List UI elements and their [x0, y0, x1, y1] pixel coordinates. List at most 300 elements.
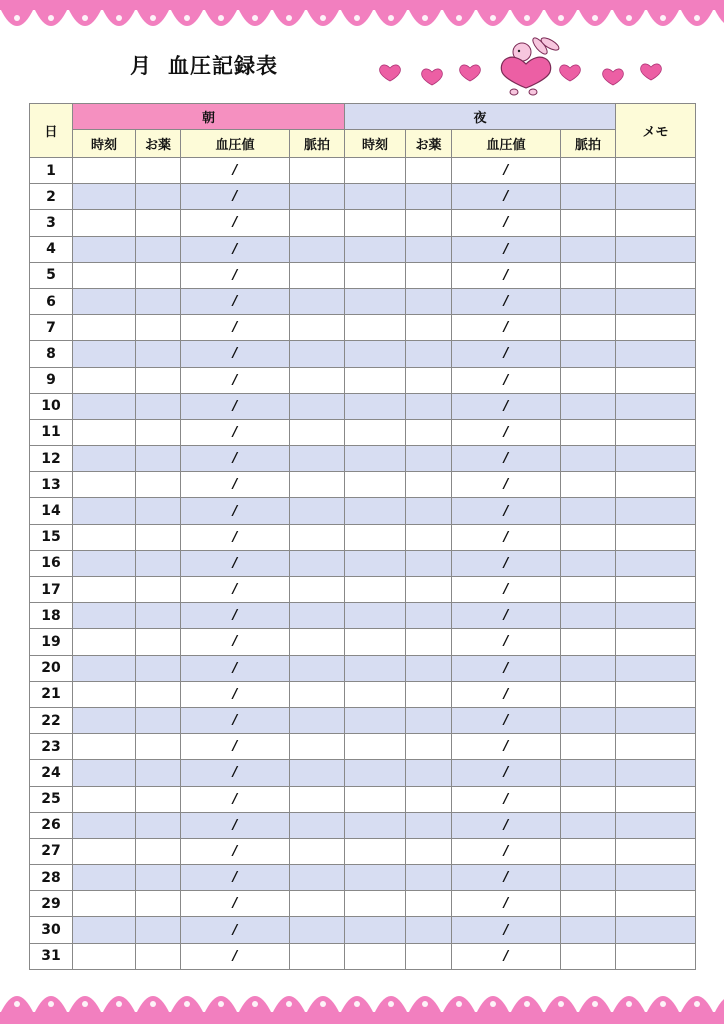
night-time-cell[interactable]: [345, 472, 406, 498]
morning-pulse-cell[interactable]: [290, 419, 345, 445]
night-pulse-cell[interactable]: [561, 812, 616, 838]
night-blood-pressure-cell[interactable]: /: [452, 707, 561, 733]
memo-cell[interactable]: [616, 472, 696, 498]
morning-medicine-cell[interactable]: [136, 707, 181, 733]
night-blood-pressure-cell[interactable]: /: [452, 158, 561, 184]
morning-medicine-cell[interactable]: [136, 236, 181, 262]
morning-medicine-cell[interactable]: [136, 681, 181, 707]
morning-pulse-cell[interactable]: [290, 524, 345, 550]
night-pulse-cell[interactable]: [561, 472, 616, 498]
day-cell: 16: [30, 550, 73, 576]
night-pulse-cell[interactable]: [561, 288, 616, 314]
morning-medicine-cell[interactable]: [136, 629, 181, 655]
night-pulse-cell[interactable]: [561, 760, 616, 786]
night-blood-pressure-cell[interactable]: /: [452, 288, 561, 314]
morning-time-cell[interactable]: [73, 210, 136, 236]
night-time-cell[interactable]: [345, 210, 406, 236]
night-blood-pressure-cell[interactable]: /: [452, 655, 561, 681]
memo-cell[interactable]: [616, 446, 696, 472]
morning-pulse-cell[interactable]: [290, 472, 345, 498]
memo-cell[interactable]: [616, 393, 696, 419]
morning-time-cell[interactable]: [73, 498, 136, 524]
night-medicine-cell[interactable]: [406, 917, 452, 943]
memo-cell[interactable]: [616, 158, 696, 184]
morning-pulse-cell[interactable]: [290, 184, 345, 210]
night-time-cell[interactable]: [345, 865, 406, 891]
header-night-blood-pressure: 血圧値: [452, 130, 561, 158]
morning-blood-pressure-cell[interactable]: /: [181, 288, 290, 314]
night-time-cell[interactable]: [345, 262, 406, 288]
morning-time-cell[interactable]: [73, 917, 136, 943]
morning-time-cell[interactable]: [73, 681, 136, 707]
morning-pulse-cell[interactable]: [290, 865, 345, 891]
morning-pulse-cell[interactable]: [290, 603, 345, 629]
night-medicine-cell[interactable]: [406, 577, 452, 603]
morning-time-cell[interactable]: [73, 472, 136, 498]
morning-medicine-cell[interactable]: [136, 367, 181, 393]
night-pulse-cell[interactable]: [561, 865, 616, 891]
night-medicine-cell[interactable]: [406, 419, 452, 445]
night-medicine-cell[interactable]: [406, 472, 452, 498]
night-blood-pressure-cell[interactable]: /: [452, 498, 561, 524]
morning-time-cell[interactable]: [73, 943, 136, 969]
morning-pulse-cell[interactable]: [290, 812, 345, 838]
night-medicine-cell[interactable]: [406, 838, 452, 864]
morning-blood-pressure-cell[interactable]: /: [181, 838, 290, 864]
memo-cell[interactable]: [616, 707, 696, 733]
night-time-cell[interactable]: [345, 943, 406, 969]
memo-cell[interactable]: [616, 577, 696, 603]
night-medicine-cell[interactable]: [406, 681, 452, 707]
morning-pulse-cell[interactable]: [290, 917, 345, 943]
morning-medicine-cell[interactable]: [136, 917, 181, 943]
morning-pulse-cell[interactable]: [290, 734, 345, 760]
night-pulse-cell[interactable]: [561, 367, 616, 393]
morning-time-cell[interactable]: [73, 446, 136, 472]
night-pulse-cell[interactable]: [561, 681, 616, 707]
night-pulse-cell[interactable]: [561, 393, 616, 419]
night-blood-pressure-cell[interactable]: /: [452, 184, 561, 210]
morning-blood-pressure-cell[interactable]: /: [181, 498, 290, 524]
night-pulse-cell[interactable]: [561, 315, 616, 341]
morning-blood-pressure-cell[interactable]: /: [181, 577, 290, 603]
night-medicine-cell[interactable]: [406, 812, 452, 838]
memo-cell[interactable]: [616, 865, 696, 891]
memo-cell[interactable]: [616, 210, 696, 236]
night-blood-pressure-cell[interactable]: /: [452, 472, 561, 498]
morning-medicine-cell[interactable]: [136, 550, 181, 576]
night-pulse-cell[interactable]: [561, 341, 616, 367]
morning-pulse-cell[interactable]: [290, 577, 345, 603]
night-blood-pressure-cell[interactable]: /: [452, 838, 561, 864]
morning-pulse-cell[interactable]: [290, 943, 345, 969]
morning-time-cell[interactable]: [73, 236, 136, 262]
night-pulse-cell[interactable]: [561, 943, 616, 969]
morning-time-cell[interactable]: [73, 629, 136, 655]
night-medicine-cell[interactable]: [406, 603, 452, 629]
night-time-cell[interactable]: [345, 341, 406, 367]
morning-blood-pressure-cell[interactable]: /: [181, 681, 290, 707]
night-blood-pressure-cell[interactable]: /: [452, 786, 561, 812]
night-pulse-cell[interactable]: [561, 707, 616, 733]
night-medicine-cell[interactable]: [406, 210, 452, 236]
night-medicine-cell[interactable]: [406, 236, 452, 262]
memo-cell[interactable]: [616, 812, 696, 838]
night-time-cell[interactable]: [345, 891, 406, 917]
night-medicine-cell[interactable]: [406, 158, 452, 184]
night-blood-pressure-cell[interactable]: /: [452, 629, 561, 655]
morning-medicine-cell[interactable]: [136, 158, 181, 184]
morning-pulse-cell[interactable]: [290, 288, 345, 314]
morning-time-cell[interactable]: [73, 341, 136, 367]
morning-blood-pressure-cell[interactable]: /: [181, 655, 290, 681]
night-pulse-cell[interactable]: [561, 446, 616, 472]
night-blood-pressure-cell[interactable]: /: [452, 341, 561, 367]
morning-medicine-cell[interactable]: [136, 655, 181, 681]
morning-medicine-cell[interactable]: [136, 262, 181, 288]
morning-blood-pressure-cell[interactable]: /: [181, 393, 290, 419]
day-cell: 10: [30, 393, 73, 419]
morning-medicine-cell[interactable]: [136, 812, 181, 838]
night-time-cell[interactable]: [345, 184, 406, 210]
night-pulse-cell[interactable]: [561, 419, 616, 445]
night-pulse-cell[interactable]: [561, 210, 616, 236]
night-time-cell[interactable]: [345, 498, 406, 524]
morning-medicine-cell[interactable]: [136, 734, 181, 760]
morning-blood-pressure-cell[interactable]: /: [181, 760, 290, 786]
night-blood-pressure-cell[interactable]: /: [452, 236, 561, 262]
night-blood-pressure-cell[interactable]: /: [452, 603, 561, 629]
morning-pulse-cell[interactable]: [290, 393, 345, 419]
night-medicine-cell[interactable]: [406, 446, 452, 472]
morning-pulse-cell[interactable]: [290, 550, 345, 576]
night-pulse-cell[interactable]: [561, 262, 616, 288]
night-time-cell[interactable]: [345, 760, 406, 786]
morning-pulse-cell[interactable]: [290, 236, 345, 262]
morning-time-cell[interactable]: [73, 577, 136, 603]
day-cell: 19: [30, 629, 73, 655]
morning-time-cell[interactable]: [73, 812, 136, 838]
memo-cell[interactable]: [616, 681, 696, 707]
table-row: [30, 865, 696, 891]
morning-medicine-cell[interactable]: [136, 498, 181, 524]
morning-medicine-cell[interactable]: [136, 446, 181, 472]
morning-medicine-cell[interactable]: [136, 603, 181, 629]
morning-time-cell[interactable]: [73, 655, 136, 681]
night-time-cell[interactable]: [345, 419, 406, 445]
night-time-cell[interactable]: [345, 629, 406, 655]
day-cell: 30: [30, 917, 73, 943]
night-medicine-cell[interactable]: [406, 184, 452, 210]
night-pulse-cell[interactable]: [561, 917, 616, 943]
night-medicine-cell[interactable]: [406, 498, 452, 524]
night-blood-pressure-cell[interactable]: /: [452, 419, 561, 445]
morning-time-cell[interactable]: [73, 158, 136, 184]
morning-pulse-cell[interactable]: [290, 315, 345, 341]
night-pulse-cell[interactable]: [561, 236, 616, 262]
night-blood-pressure-cell[interactable]: /: [452, 367, 561, 393]
memo-cell[interactable]: [616, 838, 696, 864]
night-blood-pressure-cell[interactable]: /: [452, 262, 561, 288]
morning-medicine-cell[interactable]: [136, 210, 181, 236]
morning-medicine-cell[interactable]: [136, 943, 181, 969]
night-medicine-cell[interactable]: [406, 943, 452, 969]
morning-blood-pressure-cell[interactable]: /: [181, 367, 290, 393]
morning-time-cell[interactable]: [73, 603, 136, 629]
night-pulse-cell[interactable]: [561, 786, 616, 812]
morning-blood-pressure-cell[interactable]: /: [181, 419, 290, 445]
memo-cell[interactable]: [616, 603, 696, 629]
morning-pulse-cell[interactable]: [290, 838, 345, 864]
morning-blood-pressure-cell[interactable]: /: [181, 812, 290, 838]
table-row: [30, 707, 696, 733]
morning-pulse-cell[interactable]: [290, 629, 345, 655]
morning-pulse-cell[interactable]: [290, 262, 345, 288]
day-cell: 9: [30, 367, 73, 393]
morning-medicine-cell[interactable]: [136, 838, 181, 864]
morning-medicine-cell[interactable]: [136, 760, 181, 786]
morning-medicine-cell[interactable]: [136, 472, 181, 498]
night-time-cell[interactable]: [345, 734, 406, 760]
night-time-cell[interactable]: [345, 603, 406, 629]
day-cell: 26: [30, 812, 73, 838]
night-medicine-cell[interactable]: [406, 734, 452, 760]
morning-pulse-cell[interactable]: [290, 891, 345, 917]
morning-blood-pressure-cell[interactable]: /: [181, 603, 290, 629]
morning-pulse-cell[interactable]: [290, 158, 345, 184]
morning-blood-pressure-cell[interactable]: /: [181, 472, 290, 498]
header-morning-time: 時刻: [73, 130, 136, 158]
morning-pulse-cell[interactable]: [290, 786, 345, 812]
morning-blood-pressure-cell[interactable]: /: [181, 943, 290, 969]
morning-medicine-cell[interactable]: [136, 524, 181, 550]
memo-cell[interactable]: [616, 419, 696, 445]
night-blood-pressure-cell[interactable]: /: [452, 943, 561, 969]
memo-cell[interactable]: [616, 367, 696, 393]
memo-cell[interactable]: [616, 288, 696, 314]
night-blood-pressure-cell[interactable]: /: [452, 734, 561, 760]
night-time-cell[interactable]: [345, 524, 406, 550]
morning-time-cell[interactable]: [73, 262, 136, 288]
night-medicine-cell[interactable]: [406, 341, 452, 367]
night-time-cell[interactable]: [345, 446, 406, 472]
night-blood-pressure-cell[interactable]: /: [452, 446, 561, 472]
morning-time-cell[interactable]: [73, 288, 136, 314]
morning-pulse-cell[interactable]: [290, 446, 345, 472]
morning-time-cell[interactable]: [73, 734, 136, 760]
night-medicine-cell[interactable]: [406, 550, 452, 576]
morning-medicine-cell[interactable]: [136, 393, 181, 419]
night-medicine-cell[interactable]: [406, 288, 452, 314]
morning-medicine-cell[interactable]: [136, 288, 181, 314]
night-time-cell[interactable]: [345, 707, 406, 733]
morning-blood-pressure-cell[interactable]: /: [181, 315, 290, 341]
heart-icon: [603, 69, 624, 85]
morning-medicine-cell[interactable]: [136, 891, 181, 917]
night-medicine-cell[interactable]: [406, 393, 452, 419]
morning-pulse-cell[interactable]: [290, 707, 345, 733]
memo-cell[interactable]: [616, 236, 696, 262]
morning-time-cell[interactable]: [73, 550, 136, 576]
morning-time-cell[interactable]: [73, 760, 136, 786]
night-pulse-cell[interactable]: [561, 524, 616, 550]
night-time-cell[interactable]: [345, 786, 406, 812]
memo-cell[interactable]: [616, 917, 696, 943]
table-row: [30, 472, 696, 498]
morning-medicine-cell[interactable]: [136, 184, 181, 210]
night-medicine-cell[interactable]: [406, 865, 452, 891]
morning-blood-pressure-cell[interactable]: /: [181, 210, 290, 236]
night-time-cell[interactable]: [345, 812, 406, 838]
morning-blood-pressure-cell[interactable]: /: [181, 341, 290, 367]
morning-time-cell[interactable]: [73, 419, 136, 445]
day-cell: 27: [30, 838, 73, 864]
morning-blood-pressure-cell[interactable]: /: [181, 629, 290, 655]
table-row: [30, 812, 696, 838]
morning-blood-pressure-cell[interactable]: /: [181, 707, 290, 733]
morning-pulse-cell[interactable]: [290, 498, 345, 524]
night-blood-pressure-cell[interactable]: /: [452, 210, 561, 236]
night-pulse-cell[interactable]: [561, 603, 616, 629]
morning-blood-pressure-cell[interactable]: /: [181, 891, 290, 917]
night-blood-pressure-cell[interactable]: /: [452, 393, 561, 419]
night-blood-pressure-cell[interactable]: /: [452, 760, 561, 786]
morning-blood-pressure-cell[interactable]: /: [181, 865, 290, 891]
morning-blood-pressure-cell[interactable]: /: [181, 550, 290, 576]
morning-time-cell[interactable]: [73, 707, 136, 733]
table-row: [30, 419, 696, 445]
night-time-cell[interactable]: [345, 367, 406, 393]
night-medicine-cell[interactable]: [406, 629, 452, 655]
morning-pulse-cell[interactable]: [290, 341, 345, 367]
memo-cell[interactable]: [616, 760, 696, 786]
day-cell: 18: [30, 603, 73, 629]
memo-cell[interactable]: [616, 550, 696, 576]
night-pulse-cell[interactable]: [561, 184, 616, 210]
night-medicine-cell[interactable]: [406, 760, 452, 786]
morning-time-cell[interactable]: [73, 865, 136, 891]
morning-medicine-cell[interactable]: [136, 315, 181, 341]
month-label: 月: [130, 54, 152, 78]
morning-pulse-cell[interactable]: [290, 210, 345, 236]
morning-medicine-cell[interactable]: [136, 577, 181, 603]
morning-pulse-cell[interactable]: [290, 681, 345, 707]
night-time-cell[interactable]: [345, 838, 406, 864]
night-medicine-cell[interactable]: [406, 655, 452, 681]
memo-cell[interactable]: [616, 341, 696, 367]
memo-cell[interactable]: [616, 943, 696, 969]
night-blood-pressure-cell[interactable]: /: [452, 812, 561, 838]
morning-pulse-cell[interactable]: [290, 760, 345, 786]
night-medicine-cell[interactable]: [406, 786, 452, 812]
night-pulse-cell[interactable]: [561, 655, 616, 681]
night-medicine-cell[interactable]: [406, 315, 452, 341]
night-pulse-cell[interactable]: [561, 577, 616, 603]
night-time-cell[interactable]: [345, 655, 406, 681]
morning-blood-pressure-cell[interactable]: /: [181, 236, 290, 262]
morning-blood-pressure-cell[interactable]: /: [181, 786, 290, 812]
bunny-holding-heart-icon: [501, 36, 560, 95]
memo-cell[interactable]: [616, 629, 696, 655]
night-time-cell[interactable]: [345, 315, 406, 341]
morning-time-cell[interactable]: [73, 393, 136, 419]
night-pulse-cell[interactable]: [561, 158, 616, 184]
morning-blood-pressure-cell[interactable]: /: [181, 446, 290, 472]
night-time-cell[interactable]: [345, 288, 406, 314]
morning-time-cell[interactable]: [73, 786, 136, 812]
memo-cell[interactable]: [616, 262, 696, 288]
morning-time-cell[interactable]: [73, 524, 136, 550]
memo-cell[interactable]: [616, 184, 696, 210]
night-time-cell[interactable]: [345, 917, 406, 943]
morning-blood-pressure-cell[interactable]: /: [181, 262, 290, 288]
night-pulse-cell[interactable]: [561, 734, 616, 760]
night-blood-pressure-cell[interactable]: /: [452, 550, 561, 576]
night-blood-pressure-cell[interactable]: /: [452, 315, 561, 341]
night-pulse-cell[interactable]: [561, 838, 616, 864]
morning-medicine-cell[interactable]: [136, 341, 181, 367]
morning-medicine-cell[interactable]: [136, 786, 181, 812]
day-cell: 22: [30, 707, 73, 733]
morning-pulse-cell[interactable]: [290, 655, 345, 681]
night-time-cell[interactable]: [345, 393, 406, 419]
table-row: [30, 760, 696, 786]
morning-blood-pressure-cell[interactable]: /: [181, 184, 290, 210]
night-blood-pressure-cell[interactable]: /: [452, 865, 561, 891]
night-blood-pressure-cell[interactable]: /: [452, 524, 561, 550]
morning-blood-pressure-cell[interactable]: /: [181, 917, 290, 943]
night-time-cell[interactable]: [345, 236, 406, 262]
night-pulse-cell[interactable]: [561, 550, 616, 576]
morning-blood-pressure-cell[interactable]: /: [181, 158, 290, 184]
memo-cell[interactable]: [616, 891, 696, 917]
night-blood-pressure-cell[interactable]: /: [452, 577, 561, 603]
night-medicine-cell[interactable]: [406, 262, 452, 288]
night-medicine-cell[interactable]: [406, 524, 452, 550]
memo-cell[interactable]: [616, 786, 696, 812]
morning-medicine-cell[interactable]: [136, 865, 181, 891]
morning-time-cell[interactable]: [73, 838, 136, 864]
night-blood-pressure-cell[interactable]: /: [452, 891, 561, 917]
morning-pulse-cell[interactable]: [290, 367, 345, 393]
day-cell: 17: [30, 577, 73, 603]
night-medicine-cell[interactable]: [406, 891, 452, 917]
memo-cell[interactable]: [616, 524, 696, 550]
morning-time-cell[interactable]: [73, 315, 136, 341]
memo-cell[interactable]: [616, 734, 696, 760]
night-time-cell[interactable]: [345, 158, 406, 184]
morning-medicine-cell[interactable]: [136, 419, 181, 445]
night-medicine-cell[interactable]: [406, 367, 452, 393]
morning-blood-pressure-cell[interactable]: /: [181, 734, 290, 760]
night-time-cell[interactable]: [345, 550, 406, 576]
memo-cell[interactable]: [616, 498, 696, 524]
night-time-cell[interactable]: [345, 577, 406, 603]
night-blood-pressure-cell[interactable]: /: [452, 917, 561, 943]
night-pulse-cell[interactable]: [561, 498, 616, 524]
morning-time-cell[interactable]: [73, 367, 136, 393]
memo-cell[interactable]: [616, 315, 696, 341]
night-pulse-cell[interactable]: [561, 891, 616, 917]
morning-time-cell[interactable]: [73, 184, 136, 210]
night-blood-pressure-cell[interactable]: /: [452, 681, 561, 707]
night-time-cell[interactable]: [345, 681, 406, 707]
memo-cell[interactable]: [616, 655, 696, 681]
morning-blood-pressure-cell[interactable]: /: [181, 524, 290, 550]
night-medicine-cell[interactable]: [406, 707, 452, 733]
morning-time-cell[interactable]: [73, 891, 136, 917]
night-pulse-cell[interactable]: [561, 629, 616, 655]
